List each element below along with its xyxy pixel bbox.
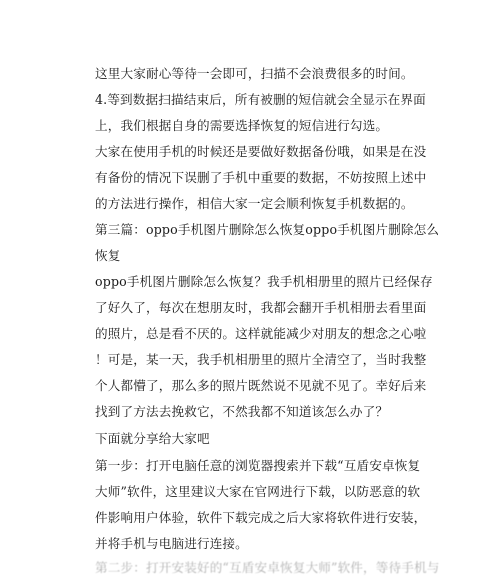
text-line: 下面就分享给大家吧 bbox=[95, 431, 210, 446]
text-line: 的方法进行操作，相信大家一定会顺利恢复手机数据的。 bbox=[95, 196, 414, 211]
text-line: 4.等到数据扫描结束后，所有被删的短信就会全显示在界面 bbox=[95, 92, 426, 107]
text-line: 并将手机与电脑进行连接。 bbox=[95, 536, 248, 551]
section-heading: 第三篇：oppo手机图片删除怎么恢复oppo手机图片删除怎么 bbox=[95, 222, 440, 237]
text-line: 个人都懵了，那么多的照片既然说不见就不见了。幸好后来 bbox=[95, 378, 427, 393]
text-line: 找到了方法去挽救它，不然我都不知道该怎么办了？ bbox=[95, 404, 389, 419]
text-line: 有备份的情况下误删了手机中重要的数据，不妨按照上述中 bbox=[95, 170, 427, 185]
text-line: 的照片，总是看不厌的。这样就能减少对朋友的想念之心啦 bbox=[95, 326, 427, 341]
text-line: 大师”软件，这里建议大家在官网进行下载，以防恶意的软 bbox=[95, 484, 421, 499]
text-line: 件影响用户体验，软件下载完成之后大家将软件进行安装， bbox=[95, 510, 427, 525]
text-line: ！可是，某一天，我手机相册里的照片全清空了，当时我整 bbox=[95, 352, 427, 367]
text-line-cut-off: 第二步：打开安装好的“互盾安卓恢复大师”软件，等待手机与 bbox=[95, 560, 440, 575]
text-line: 上，我们根据自身的需要选择恢复的短信进行勾选。 bbox=[95, 118, 389, 133]
text-line: 了好久了，每次在想朋友时，我都会翻开手机相册去看里面 bbox=[95, 300, 427, 315]
section-heading-continued: 恢复 bbox=[95, 248, 121, 263]
text-line: oppo手机图片删除怎么恢复？我手机相册里的照片已经保存 bbox=[95, 274, 433, 289]
text-line: 大家在使用手机的时候还是要做好数据备份哦，如果是在没 bbox=[95, 144, 427, 159]
text-line: 第一步：打开电脑任意的浏览器搜索并下载“互盾安卓恢复 bbox=[95, 458, 421, 473]
text-line: 这里大家耐心等待一会即可，扫描不会浪费很多的时间。 bbox=[95, 66, 414, 81]
